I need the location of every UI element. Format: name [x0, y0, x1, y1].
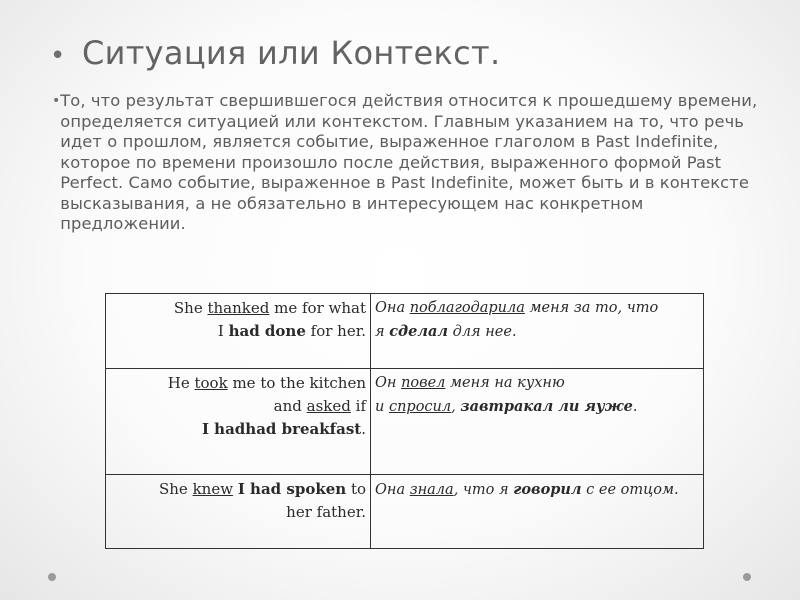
- underlined-verb: asked: [306, 397, 351, 416]
- text-segment: для нее.: [447, 324, 517, 340]
- table-row: [106, 369, 704, 475]
- russian-translation-cell: [371, 369, 704, 475]
- underlined-verb: took: [194, 374, 228, 393]
- emphasized-verb: I hadhad breakfast: [201, 420, 362, 439]
- russian-translation-cell: [371, 474, 704, 548]
- underlined-verb: поблагодарила: [409, 300, 525, 316]
- text-segment: меня за то, что: [524, 300, 659, 316]
- text-segment: .: [361, 420, 366, 439]
- emphasized-verb: завтракал ли яуже: [460, 398, 633, 416]
- russian-translation-cell: [371, 294, 704, 369]
- text-segment: Она: [375, 481, 410, 498]
- text-segment: я: [375, 324, 390, 340]
- text-segment: her father.: [286, 502, 366, 521]
- examples-table: [105, 293, 704, 549]
- text-segment: .: [632, 399, 638, 416]
- text-segment: me for what: [269, 299, 366, 317]
- title-row: [50, 34, 770, 72]
- examples-table-body: [106, 294, 704, 549]
- text-segment: if: [350, 397, 366, 416]
- emphasized-verb: говорил: [513, 480, 582, 498]
- english-example-cell: [106, 294, 371, 369]
- text-segment: Она: [375, 300, 410, 316]
- slide-title: Ситуация или Контекст.: [82, 34, 501, 72]
- text-segment: , что я: [453, 481, 514, 498]
- text-segment: ,: [451, 399, 461, 416]
- corner-dot: [48, 573, 56, 581]
- underlined-verb: knew: [192, 479, 234, 498]
- text-segment: Он: [375, 375, 402, 392]
- underlined-verb: повел: [401, 375, 446, 392]
- text-segment: She: [158, 479, 193, 498]
- underlined-verb: thanked: [207, 299, 270, 317]
- english-example-cell: [106, 369, 371, 475]
- corner-dot: [743, 573, 751, 581]
- text-segment: and: [273, 397, 307, 416]
- underlined-verb: спросил: [388, 399, 452, 416]
- text-segment: I: [217, 322, 229, 340]
- text-segment: и: [375, 399, 389, 416]
- table-row: [106, 294, 704, 369]
- english-example-cell: [106, 474, 371, 548]
- bullet-icon: •: [50, 41, 66, 71]
- underlined-verb: знала: [409, 481, 454, 498]
- text-segment: me to the kitchen: [227, 374, 366, 393]
- emphasized-verb: сделал: [389, 323, 448, 340]
- emphasized-verb: had done: [228, 322, 306, 340]
- bullet-icon: •: [52, 93, 61, 109]
- body-paragraph: То, что результат свершившегося действия относится к прошедшему времени, определяется ситуацией или контекстом. Главным указанием на то, что речь идет о прошлом, является событие, выраженное глаголом в Past Indefinite, которое по времени произошло после действия, выраженного формой Past Perfect. Само событие, выраженное в Past Indefinite, может быть и в контексте высказывания, а не обязательно в интересующем нас конкретном предложении.: [60, 91, 758, 233]
- text-segment: She: [173, 299, 208, 317]
- text-segment: to: [346, 479, 366, 498]
- paragraph-row: [52, 91, 764, 235]
- emphasized-verb: I had spoken: [237, 479, 347, 498]
- text-segment: меня на кухню: [445, 375, 565, 392]
- text-segment: He: [167, 374, 195, 393]
- text-segment: for her.: [305, 322, 366, 340]
- table-row: [106, 474, 704, 548]
- text-segment: с ее отцом.: [581, 481, 679, 498]
